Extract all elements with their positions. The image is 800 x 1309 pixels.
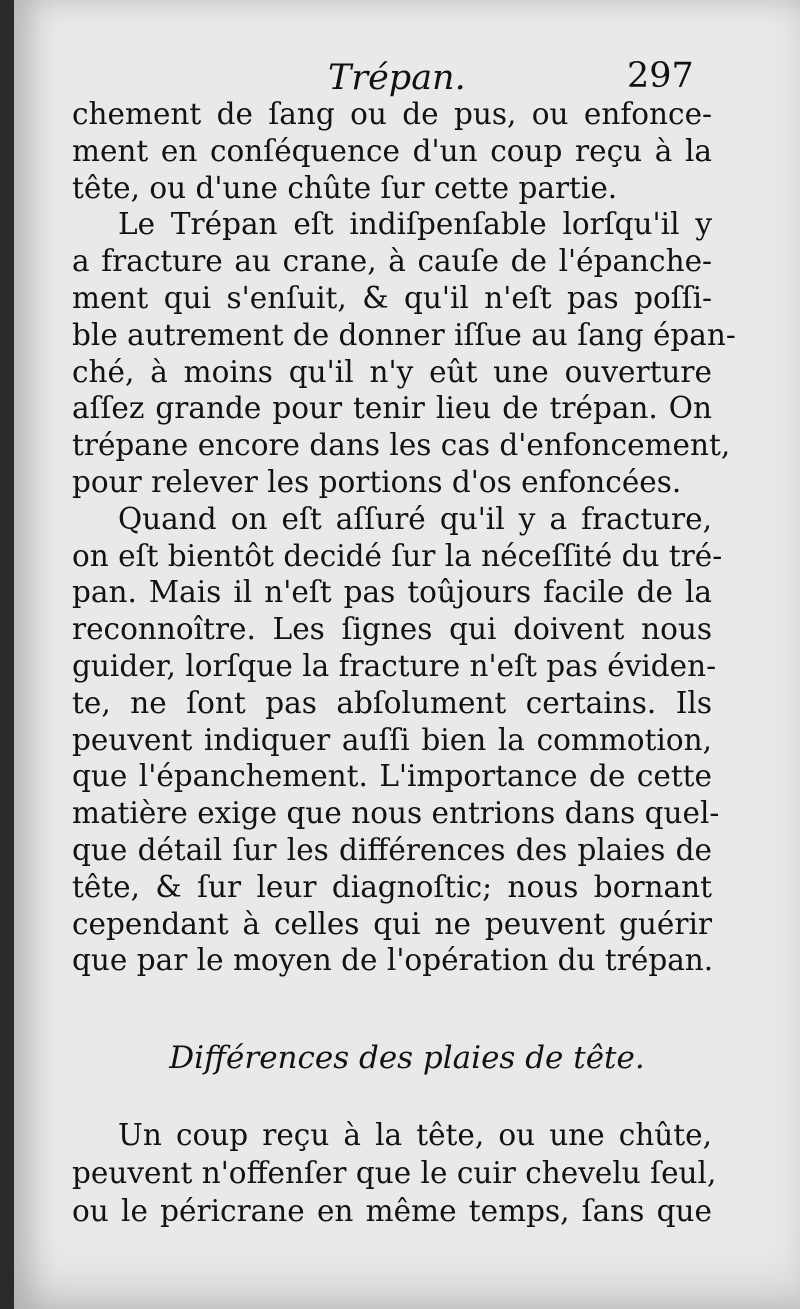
text-line: que détail ſur les différences des plaies de <box>72 832 712 867</box>
text-line: pour relever les portions d'os enfoncées. <box>72 464 682 499</box>
book-page <box>14 0 800 1309</box>
text-line: ment en conſéquence d'un coup reçu à la <box>72 133 712 168</box>
text-line: peuvent n'offenſer que le cuir chevelu ſeul, <box>72 1156 717 1190</box>
text-line: ché, à moins qu'il n'y eût une ouverture <box>72 354 712 389</box>
paragraph-fracture-signs <box>72 501 723 979</box>
running-title: Trépan. <box>328 58 466 98</box>
text-line: ble autrement de donner iſſue au ſang épan- <box>72 317 736 352</box>
paragraph-head-wounds <box>72 1116 717 1230</box>
text-line: a fracture au crane, à cauſe de l'épanche- <box>72 244 712 279</box>
text-line: ment qui s'enſuit, & qu'il n'eſt pas poſſi- <box>72 280 712 315</box>
text-line: que par le moyen de l'opération du trépan. <box>72 943 714 978</box>
text-line: matière exige que nous entrions dans quel- <box>72 796 720 831</box>
text-line: cependant à celles qui ne peuvent guérir <box>72 906 712 941</box>
text-line: pan. Mais il n'eſt pas toûjours facile de la <box>72 575 712 610</box>
paragraph-continued <box>72 96 712 206</box>
paragraph-trepan-indication <box>72 206 736 500</box>
section-heading: Différences des plaies de tête. <box>169 1040 645 1076</box>
text-line: Un coup reçu à la tête, ou une chûte, <box>118 1118 712 1152</box>
text-line: chement de ſang ou de pus, ou enfonce- <box>72 97 712 131</box>
text-line: Quand on eſt aſſuré qu'il y a fracture, <box>118 501 712 536</box>
text-line: reconnoître. Les ſignes qui doivent nous <box>72 612 712 647</box>
text-line: te, ne ſont pas abſolument certains. Ils <box>72 685 712 720</box>
text-line: tête, ou d'une chûte ſur cette partie. <box>72 170 618 205</box>
page-number: 297 <box>627 56 694 96</box>
text-line: Le Trépan eſt indiſpenſable lorſqu'il y <box>118 207 712 242</box>
text-line: tête, & ſur leur diagnoſtic; nous bornant <box>72 869 712 904</box>
text-line: que l'épanchement. L'importance de cette <box>72 759 712 794</box>
page-header <box>14 52 800 102</box>
body-text <box>72 96 736 979</box>
text-line: aſſez grande pour tenir lieu de trépan. On <box>72 391 712 426</box>
text-line: trépane encore dans les cas d'enfoncement, <box>72 428 731 463</box>
text-line: peuvent indiquer auſſi bien la commotion, <box>72 722 712 757</box>
text-line: on eſt bientôt decidé ſur la néceſſité du tré- <box>72 538 723 573</box>
text-line: guider, lorſque la fracture n'eſt pas éviden- <box>72 648 717 683</box>
text-line: ou le péricrane en même temps, ſans que <box>72 1194 712 1228</box>
